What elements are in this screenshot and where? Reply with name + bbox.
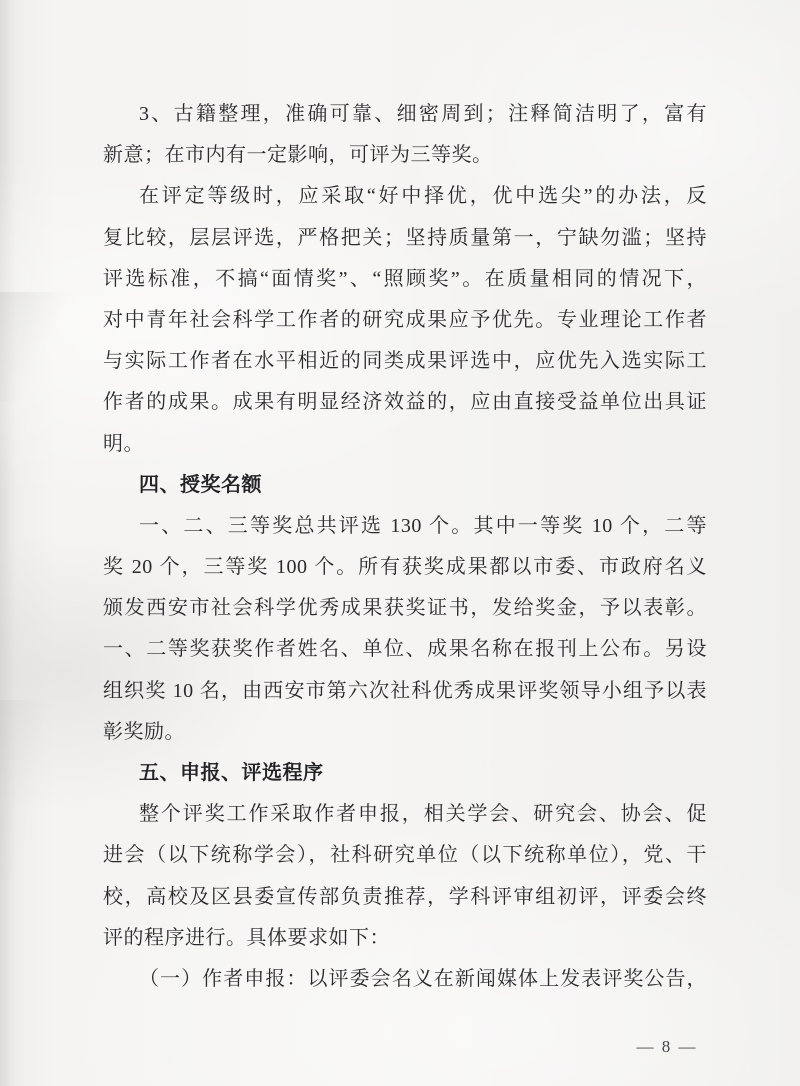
document-body [103, 94, 707, 1000]
body-line: 明。 [103, 432, 144, 455]
scan-crease-artifact [0, 292, 70, 402]
body-line: 在评定等级时，应采取“好中择优，优中选尖”的办法，反 [139, 185, 707, 208]
body-line: 3、古籍整理，准确可靠、细密周到；注释简洁明了，富有 [139, 103, 707, 125]
body-line: 组织奖 10 名，由西安市第六次社科优秀成果评奖领导小组予以表 [103, 679, 707, 702]
body-line: 整个评奖工作采取作者申报，相关学会、研究会、协会、促 [139, 803, 707, 826]
body-line: 颁发西安市社会科学优秀成果获奖证书，发给奖金，予以表彰。 [103, 597, 707, 620]
body-line: 对中青年社会科学工作者的研究成果应予优先。专业理论工作者 [103, 308, 707, 331]
body-line: 进会（以下统称学会），社科研究单位（以下统称单位），党、干 [103, 844, 707, 867]
body-line: 评选标准，不搞“面情奖”、“照顾奖”。在质量相同的情况下， [103, 267, 707, 290]
body-line: 评的程序进行。具体要求如下： [103, 926, 390, 949]
body-line: 新意；在市内有一定影响，可评为三等奖。 [103, 144, 493, 167]
body-line: 一、二等奖获奖作者姓名、单位、成果名称在报刊上公布。另设 [103, 638, 707, 661]
section-heading-award-quota: 四、授奖名额 [139, 473, 262, 496]
body-line: 校，高校及区县委宣传部负责推荐，学科评审组初评，评委会终 [103, 885, 707, 908]
scan-crease-artifact [0, 700, 46, 880]
section-heading-application-procedure: 五、申报、评选程序 [139, 762, 324, 784]
body-line: （一）作者申报：以评委会名义在新闻媒体上发表评奖公告， [139, 967, 707, 990]
page-number: — 8 — [636, 1037, 698, 1056]
body-line: 与实际工作者在水平相近的同类成果评选中，应优先入选实际工 [103, 350, 707, 373]
body-line: 复比较，层层评选，严格把关；坚持质量第一，宁缺勿滥；坚持 [103, 226, 707, 249]
body-line: 一、二、三等奖总共评选 130 个。其中一等奖 10 个，二等 [139, 514, 707, 537]
body-line: 彰奖励。 [103, 720, 185, 743]
body-line: 作者的成果。成果有明显经济效益的，应由直接受益单位出具证 [103, 391, 707, 414]
body-line: 奖 20 个，三等奖 100 个。所有获奖成果都以市委、市政府名义 [103, 556, 707, 579]
